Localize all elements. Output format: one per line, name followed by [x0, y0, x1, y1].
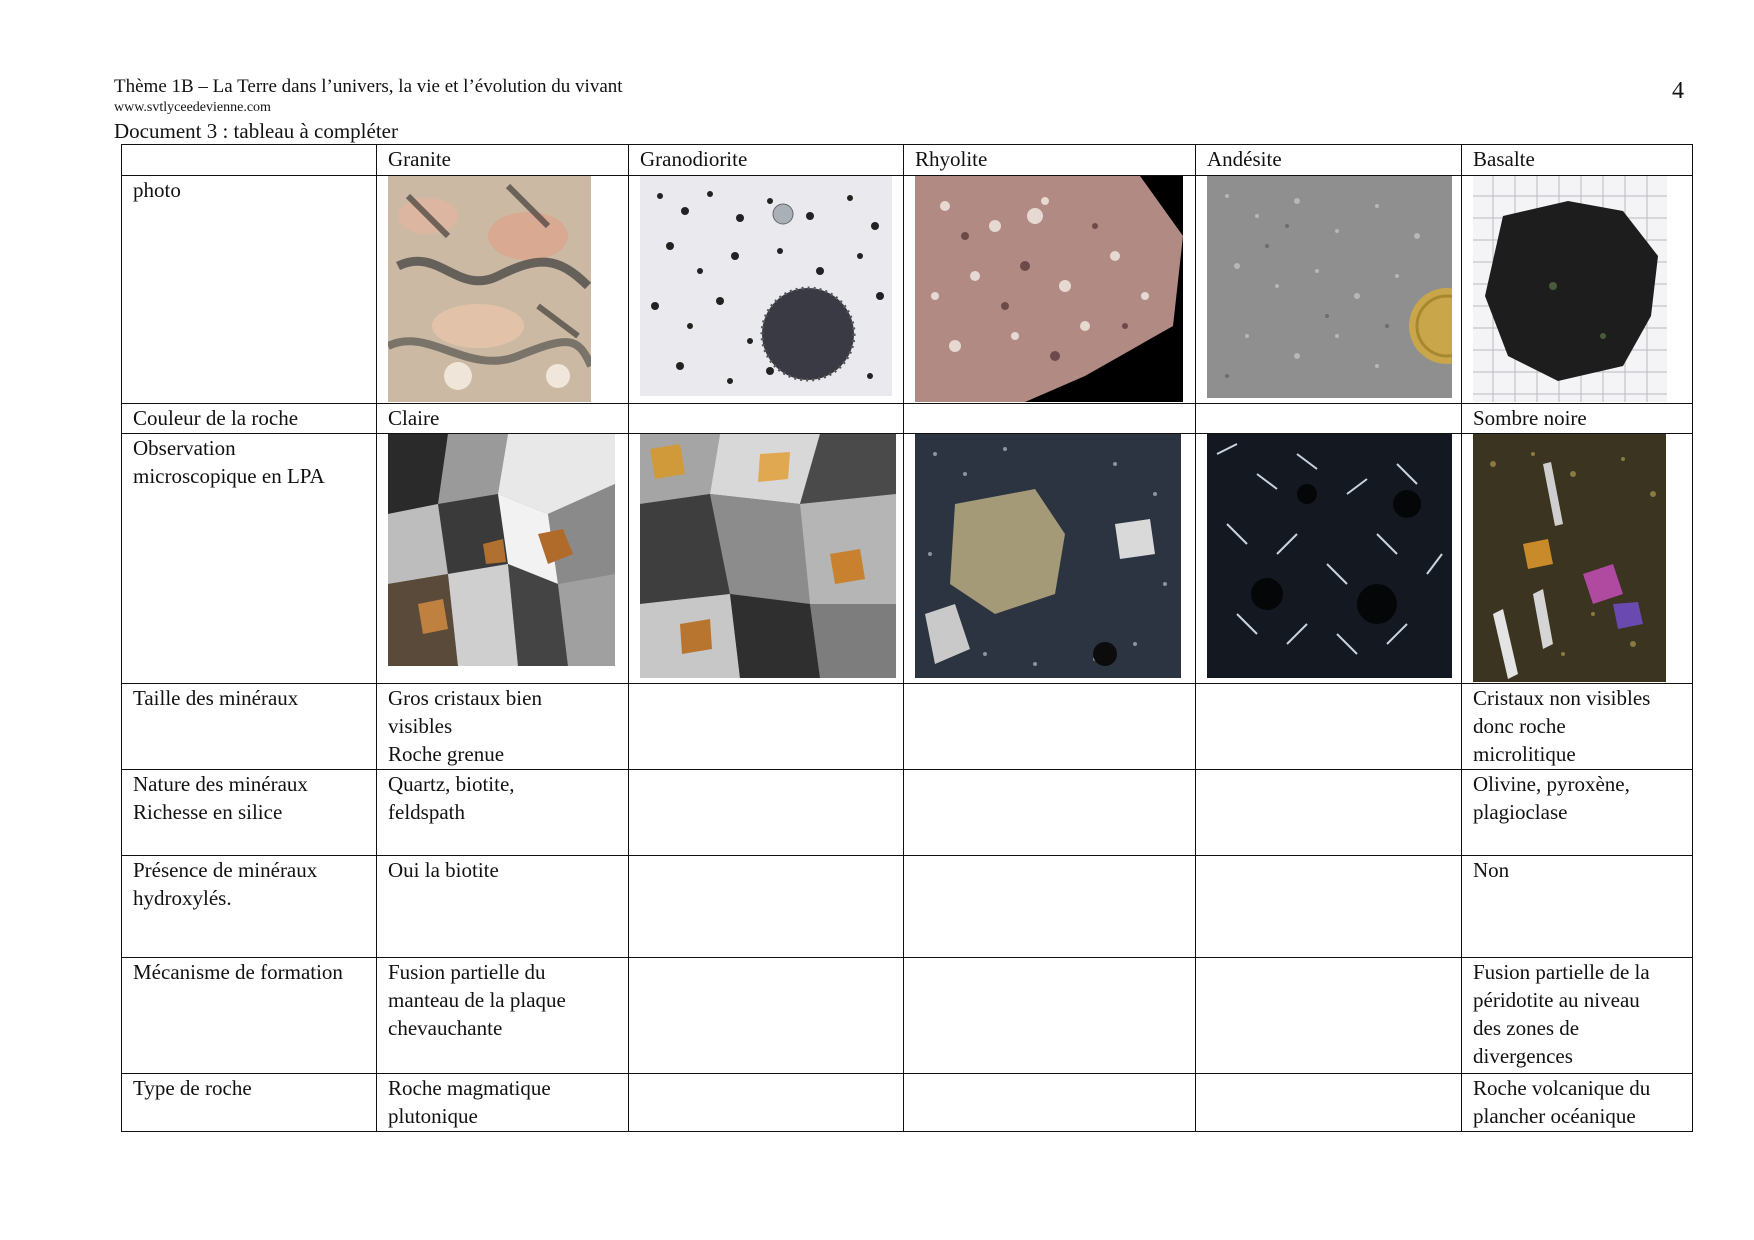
cell-nature-basalte [1462, 770, 1693, 856]
cell-photo-rhyolite [904, 176, 1196, 404]
cell-mecanisme-granite [377, 958, 629, 1074]
row-label-presence-line2: hydroxylés. [133, 886, 232, 910]
mecanisme-granite-line1: Fusion partielle du [388, 960, 546, 984]
document-caption: Document 3 : tableau à compléter [114, 119, 398, 143]
table-row-photo [122, 176, 1693, 404]
cell-mecanisme-andesite [1196, 958, 1462, 1074]
nature-basalte-line1: Olivine, pyroxène, [1473, 772, 1630, 796]
taille-basalte-line1: Cristaux non visibles [1473, 686, 1651, 710]
header-cell-empty [122, 145, 377, 176]
cell-taille-andesite [1196, 684, 1462, 770]
row-label-observation [122, 434, 377, 684]
cell-lpa-rhyolite [904, 434, 1196, 684]
cell-type-granodiorite [629, 1074, 904, 1132]
taille-granite-line2: visibles [388, 714, 453, 738]
table-row-nature [122, 770, 1693, 856]
taille-basalte-line2: donc roche [1473, 714, 1566, 738]
basalte-lpa-micrograph [1473, 434, 1692, 682]
table-row-presence [122, 856, 1693, 958]
cell-mecanisme-basalte [1462, 958, 1693, 1074]
cell-type-basalte [1462, 1074, 1693, 1132]
andesite-photo [1207, 176, 1461, 398]
cell-mecanisme-rhyolite [904, 958, 1196, 1074]
mecanisme-basalte-line4: divergences [1473, 1044, 1573, 1068]
row-label-observation-line2: microscopique en LPA [133, 464, 325, 488]
taille-basalte-line3: microlitique [1473, 742, 1576, 766]
cell-nature-granodiorite [629, 770, 904, 856]
cell-taille-rhyolite [904, 684, 1196, 770]
cell-couleur-rhyolite [904, 404, 1196, 434]
nature-granite-line1: Quartz, biotite, [388, 772, 515, 796]
mecanisme-granite-line3: chevauchante [388, 1016, 503, 1040]
cell-presence-rhyolite [904, 856, 1196, 958]
rhyolite-photo [915, 176, 1195, 402]
nature-basalte-line2: plagioclase [1473, 800, 1568, 824]
cell-type-granite [377, 1074, 629, 1132]
granite-photo [388, 176, 628, 402]
mecanisme-basalte-line3: des zones de [1473, 1016, 1580, 1040]
row-label-nature-line2: Richesse en silice [133, 800, 283, 824]
column-header-granite: Granite [377, 145, 629, 176]
row-label-presence [122, 856, 377, 958]
type-basalte-line2: plancher océanique [1473, 1104, 1636, 1128]
cell-lpa-andesite [1196, 434, 1462, 684]
taille-granite-line3: Roche grenue [388, 742, 505, 766]
rhyolite-lpa-micrograph [915, 434, 1195, 678]
mecanisme-granite-line2: manteau de la plaque [388, 988, 566, 1012]
table-row-mecanisme [122, 958, 1693, 1074]
cell-couleur-andesite [1196, 404, 1462, 434]
rock-comparison-table [121, 144, 1693, 1132]
cell-nature-rhyolite [904, 770, 1196, 856]
cell-couleur-granite: Claire [377, 404, 629, 434]
table-row-taille [122, 684, 1693, 770]
granite-lpa-micrograph [388, 434, 628, 666]
nature-granite-line2: feldspath [388, 800, 465, 824]
row-label-type: Type de roche [122, 1074, 377, 1132]
table-header-row [122, 145, 1693, 176]
table-row-type [122, 1074, 1693, 1132]
cell-presence-granite: Oui la biotite [377, 856, 629, 958]
cell-couleur-basalte: Sombre noire [1462, 404, 1693, 434]
cell-couleur-granodiorite [629, 404, 904, 434]
cell-type-rhyolite [904, 1074, 1196, 1132]
header-title: Thème 1B – La Terre dans l’univers, la vie et l’évolution du vivant [114, 76, 623, 97]
table-row-couleur [122, 404, 1693, 434]
table-row-observation [122, 434, 1693, 684]
cell-taille-granodiorite [629, 684, 904, 770]
row-label-photo: photo [122, 176, 377, 404]
mecanisme-basalte-line1: Fusion partielle de la [1473, 960, 1650, 984]
column-header-rhyolite: Rhyolite [904, 145, 1196, 176]
andesite-lpa-micrograph [1207, 434, 1461, 678]
cell-lpa-granite [377, 434, 629, 684]
cell-nature-andesite [1196, 770, 1462, 856]
cell-mecanisme-granodiorite [629, 958, 904, 1074]
cell-presence-granodiorite [629, 856, 904, 958]
cell-lpa-granodiorite [629, 434, 904, 684]
cell-type-andesite [1196, 1074, 1462, 1132]
header-url: www.svtlyceedevienne.com [114, 100, 271, 115]
cell-photo-basalte [1462, 176, 1693, 404]
cell-photo-andesite [1196, 176, 1462, 404]
cell-taille-basalte [1462, 684, 1693, 770]
column-header-granodiorite: Granodiorite [629, 145, 904, 176]
column-header-basalte: Basalte [1462, 145, 1693, 176]
granodiorite-lpa-micrograph [640, 434, 903, 678]
cell-presence-basalte: Non [1462, 856, 1693, 958]
taille-granite-line1: Gros cristaux bien [388, 686, 542, 710]
type-granite-line1: Roche magmatique [388, 1076, 551, 1100]
cell-photo-granite [377, 176, 629, 404]
row-label-mecanisme: Mécanisme de formation [122, 958, 377, 1074]
column-header-andesite: Andésite [1196, 145, 1462, 176]
row-label-couleur: Couleur de la roche [122, 404, 377, 434]
basalte-photo [1473, 176, 1692, 402]
cell-lpa-basalte [1462, 434, 1693, 684]
cell-nature-granite [377, 770, 629, 856]
cell-presence-andesite [1196, 856, 1462, 958]
type-granite-line2: plutonique [388, 1104, 478, 1128]
page-number: 4 [1672, 78, 1684, 104]
row-label-taille: Taille des minéraux [122, 684, 377, 770]
row-label-nature [122, 770, 377, 856]
row-label-presence-line1: Présence de minéraux [133, 858, 318, 882]
granodiorite-photo [640, 176, 903, 396]
cell-photo-granodiorite [629, 176, 904, 404]
type-basalte-line1: Roche volcanique du [1473, 1076, 1651, 1100]
row-label-observation-line1: Observation [133, 436, 236, 460]
row-label-nature-line1: Nature des minéraux [133, 772, 308, 796]
mecanisme-basalte-line2: péridotite au niveau [1473, 988, 1640, 1012]
cell-taille-granite [377, 684, 629, 770]
